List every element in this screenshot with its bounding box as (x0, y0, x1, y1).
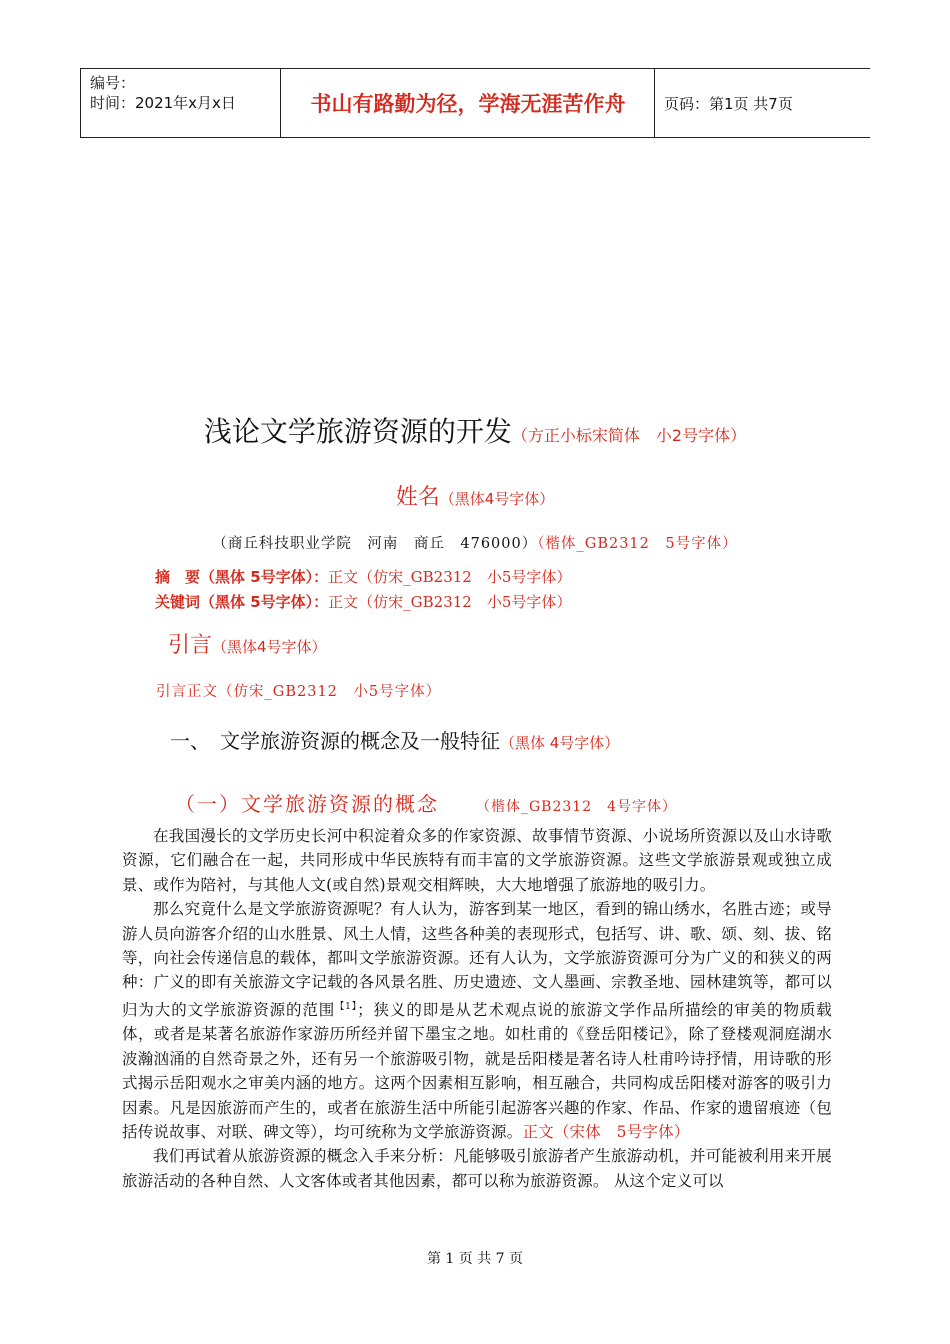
paper-title-text: 浅论文学旅游资源的开发 (203, 415, 512, 448)
body-paragraph-2 (122, 897, 832, 1144)
keywords-line (155, 591, 571, 612)
header-number-label: 编号： (90, 74, 136, 92)
header-divider-2 (654, 69, 655, 137)
subsection-1-heading (175, 788, 677, 817)
body-paragraph-3: 我们再试着从旅游资源的概念入手来分析：凡能够吸引旅游者产生旅游动机，并可能被利用来开展旅游活动的各种自然、人文客体或者其他因素，都可以称为旅游资源。 从这个定义可以 (122, 1147, 832, 1190)
header-border-left (80, 69, 81, 137)
affiliation-line (0, 532, 950, 553)
header-motto: 书山有路勤为径，学海无涯苦作舟 (310, 92, 626, 116)
affiliation-note: （楷体_GB2312 5号字体） (537, 536, 738, 552)
affiliation-text: （商丘科技职业学院 河南 商丘 476000） (212, 536, 538, 552)
author-name: 姓名 (395, 485, 440, 510)
section-1-heading-note: （黑体 4号字体） (500, 734, 620, 752)
abstract-label: 摘 要（黑体 5号字体）： (155, 568, 329, 586)
body-text (122, 824, 832, 1193)
intro-heading-text: 引言 (168, 633, 213, 658)
author-note: （黑体4号字体） (439, 490, 555, 508)
header-time-label: 时间：2021年x月x日 (90, 94, 236, 112)
keywords-text: 正文（仿宋_GB2312 小5号字体） (328, 593, 572, 611)
paper-title (0, 410, 950, 450)
keywords-label: 关键词（黑体 5号字体）： (155, 593, 329, 611)
intro-heading-note: （黑体4号字体） (212, 638, 327, 656)
header-divider-1 (280, 69, 281, 137)
subsection-1-heading-text: （一）文学旅游资源的概念 (175, 792, 439, 816)
page-footer: 第 1 页 共 7 页 (426, 1251, 524, 1267)
abstract-line (155, 566, 571, 587)
body-paragraph-1: 在我国漫长的文学历史长河中积淀着众多的作家资源、故事情节资源、小说场所资源以及山水诗歌资源，它们融合在一起，共同形成中华民族特有而丰富的文学旅游资源。这些文学旅游景观或独立成景、或作为陪衬，与其他人文(或自然)景观交相辉映，大大地增强了旅游地的吸引力。 (122, 827, 832, 894)
paper-title-note: （方正小标宋简体 小2号字体） (511, 426, 747, 445)
intro-body: 引言正文（仿宋_GB2312 小5号字体） (156, 684, 442, 700)
citation-ref: 【1】 (335, 1001, 358, 1012)
body-paragraph-2b: ；狭义的即是从艺术观点说的旅游文学作品所描绘的审美的物质载体，或者是某著名旅游作家游历所经并留下墨宝之地。如杜甫的《登岳阳楼记》，除了登楼观洞庭湖水波瀚汹涌的自然奇景之外，还有另一个旅游吸引物，就是岳阳楼是著名诗人杜甫吟诗抒情，用诗歌的形式揭示岳阳观水之审美内涵的地方。这两个因素相互影响，相互融合，共同构成岳阳楼对游客的吸引力因素。凡是因旅游而产生的，或者在旅游生活中所能引起游客兴趣的作家、作品、作家的遗留痕迹（包括传说故事、对联、碑文等），均可统称为文学旅游资源。 (122, 1001, 832, 1142)
header-left-cell (90, 73, 236, 113)
author-line (0, 480, 950, 511)
body-paragraph-2a: 那么究竟什么是文学旅游资源呢？有人认为，游客到某一地区，看到的锦山绣水，名胜古迹；或导游人员向游客介绍的山水胜景、风土人情，这些各种美的表现形式，包括写、讲、歌、颂、刻、拔、铭等，向社会传递信息的载体，都叫文学旅游资源。还有人认为，文学旅游资源可分为广义的和狭义的两种：广义的即有关旅游文字记载的各风景名胜、历史遗迹、文人墨画、宗教圣地、园林建筑等，都可以归为大的文学旅游资源的范围 (122, 900, 832, 1019)
intro-heading (168, 628, 327, 659)
abstract-text: 正文（仿宋_GB2312 小5号字体） (328, 568, 572, 586)
subsection-1-heading-note: （楷体_GB2312 4号字体） (483, 799, 678, 815)
header-page-info: 页码：第1页 共7页 (664, 94, 793, 113)
section-1-heading (170, 725, 619, 754)
section-1-heading-text: 一、 文学旅游资源的概念及一般特征 (170, 729, 500, 753)
header-table (80, 68, 870, 138)
body-paragraph-2-note: 正文（宋体 5号字体） (522, 1123, 690, 1142)
